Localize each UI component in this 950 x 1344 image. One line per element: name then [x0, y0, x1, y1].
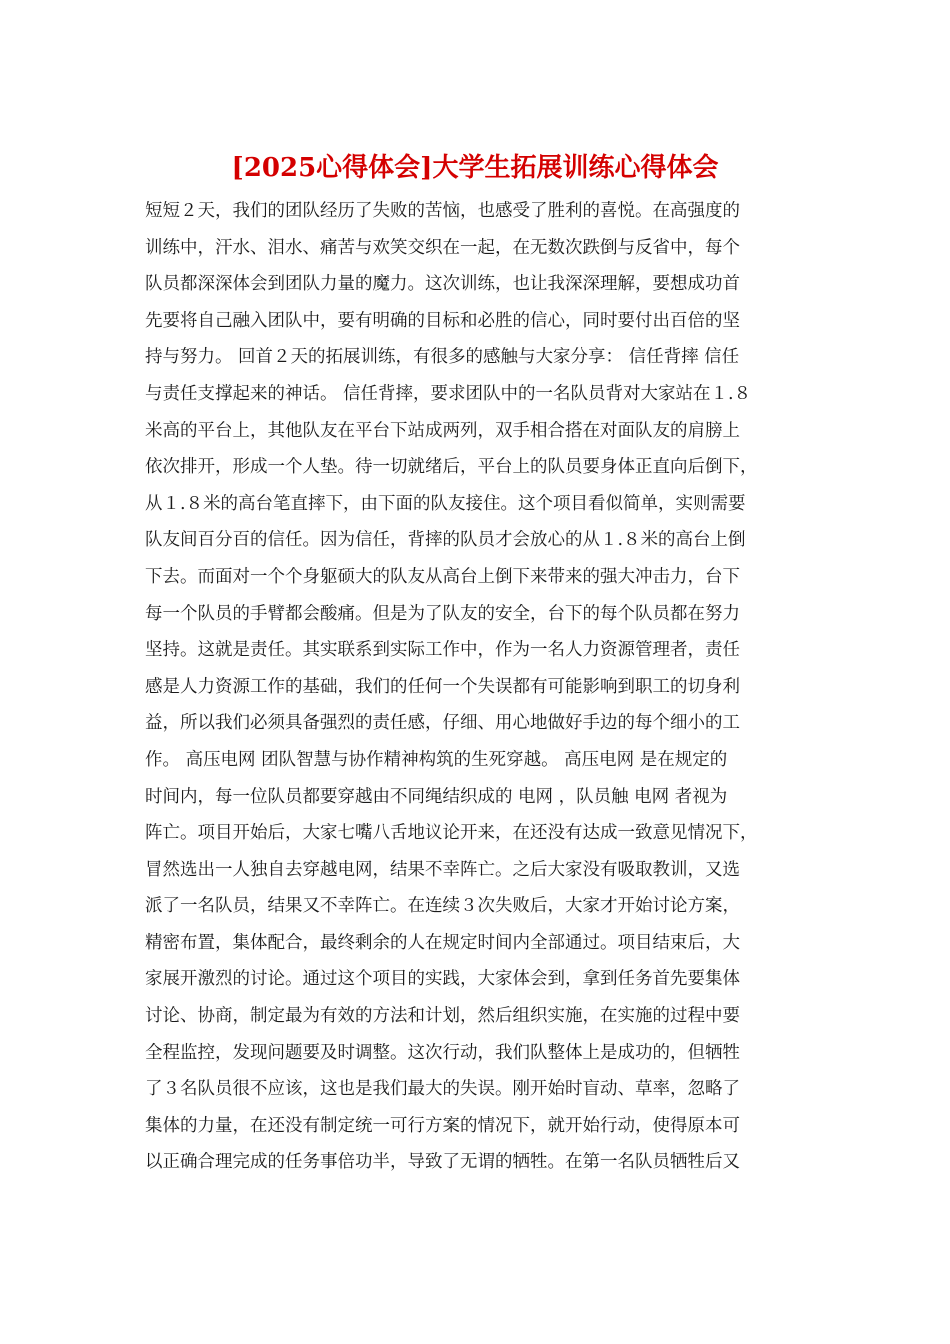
text-line: 从１.８米的高台笔直摔下，由下面的队友接住。这个项目看似简单，实则需要 [145, 493, 746, 514]
text-line: 了３名队员很不应该，这也是我们最大的失误。刚开始时盲动、草率，忽略了 [145, 1079, 740, 1100]
text-line: 时间内，每一位队员都要穿越由不同绳结织成的 电网 ，队员触 电网 者视为 [145, 786, 728, 807]
text-line: 阵亡。项目开始后，大家七嘴八舌地议论开来，在还没有达成一致意见情况下， [145, 823, 758, 844]
text-line: 冒然选出一人独自去穿越电网，结果不幸阵亡。之后大家没有吸取教训，又选 [145, 859, 740, 880]
text-line: 每一个队员的手臂都会酸痛。但是为了队友的安全，台下的每个队员都在努力 [145, 603, 740, 624]
text-line: 持与努力。 回首２天的拓展训练，有很多的感触与大家分享： 信任背摔 信任 [145, 347, 740, 368]
text-line: 感是人力资源工作的基础，我们的任何一个失误都有可能影响到职工的切身利 [145, 676, 740, 697]
text-line: 家展开激烈的讨论。通过这个项目的实践，大家体会到，拿到任务首先要集体 [145, 969, 740, 990]
text-line: 集体的力量，在还没有制定统一可行方案的情况下，就开始行动，使得原本可 [145, 1115, 740, 1136]
text-line: 队员都深深体会到团队力量的魔力。这次训练，也让我深深理解，要想成功首 [145, 274, 740, 295]
text-line: 依次排开，形成一个人垫。待一切就绪后，平台上的队员要身体正直向后倒下， [145, 457, 758, 478]
text-line: 训练中，汗水、泪水、痛苦与欢笑交织在一起，在无数次跌倒与反省中，每个 [145, 237, 740, 258]
text-line: 以正确合理完成的任务事倍功半，导致了无谓的牺牲。在第一名队员牺牲后又 [145, 1152, 740, 1173]
text-line: 作。 高压电网 团队智慧与协作精神构筑的生死穿越。 高压电网 是在规定的 [145, 749, 728, 770]
text-line: 全程监控，发现问题要及时调整。这次行动，我们队整体上是成功的，但牺牲 [145, 1042, 740, 1063]
document-title: [2025心得体会]大学生拓展训练心得体会 [231, 153, 719, 183]
text-line: 先要将自己融入团队中，要有明确的目标和必胜的信心，同时要付出百倍的坚 [145, 310, 740, 331]
text-line: 坚持。这就是责任。其实联系到实际工作中，作为一名人力资源管理者，责任 [145, 640, 740, 661]
text-line: 下去。而面对一个个身躯硕大的队友从高台上倒下来带来的强大冲击力，台下 [145, 566, 740, 587]
text-line: 益，所以我们必须具备强烈的责任感，仔细、用心地做好手边的每个细小的工 [145, 713, 740, 734]
text-line: 米高的平台上，其他队友在平台下站成两列，双手相合搭在对面队友的肩膀上 [145, 420, 740, 441]
text-line: 讨论、协商，制定最为有效的方法和计划，然后组织实施，在实施的过程中要 [145, 1006, 740, 1027]
text-line: 精密布置，集体配合，最终剩余的人在规定时间内全部通过。项目结束后，大 [145, 932, 740, 953]
text-line: 派了一名队员，结果又不幸阵亡。在连续３次失败后，大家才开始讨论方案， [145, 896, 740, 917]
text-line: 队友间百分百的信任。因为信任，背摔的队员才会放心的从１.８米的高台上倒 [145, 530, 746, 551]
text-line: 短短２天，我们的团队经历了失败的苦恼，也感受了胜利的喜悦。在高强度的 [145, 201, 740, 221]
document-body [145, 193, 810, 1181]
text-line: 与责任支撑起来的神话。 信任背摔，要求团队中的一名队员背对大家站在１.８ [145, 383, 752, 404]
